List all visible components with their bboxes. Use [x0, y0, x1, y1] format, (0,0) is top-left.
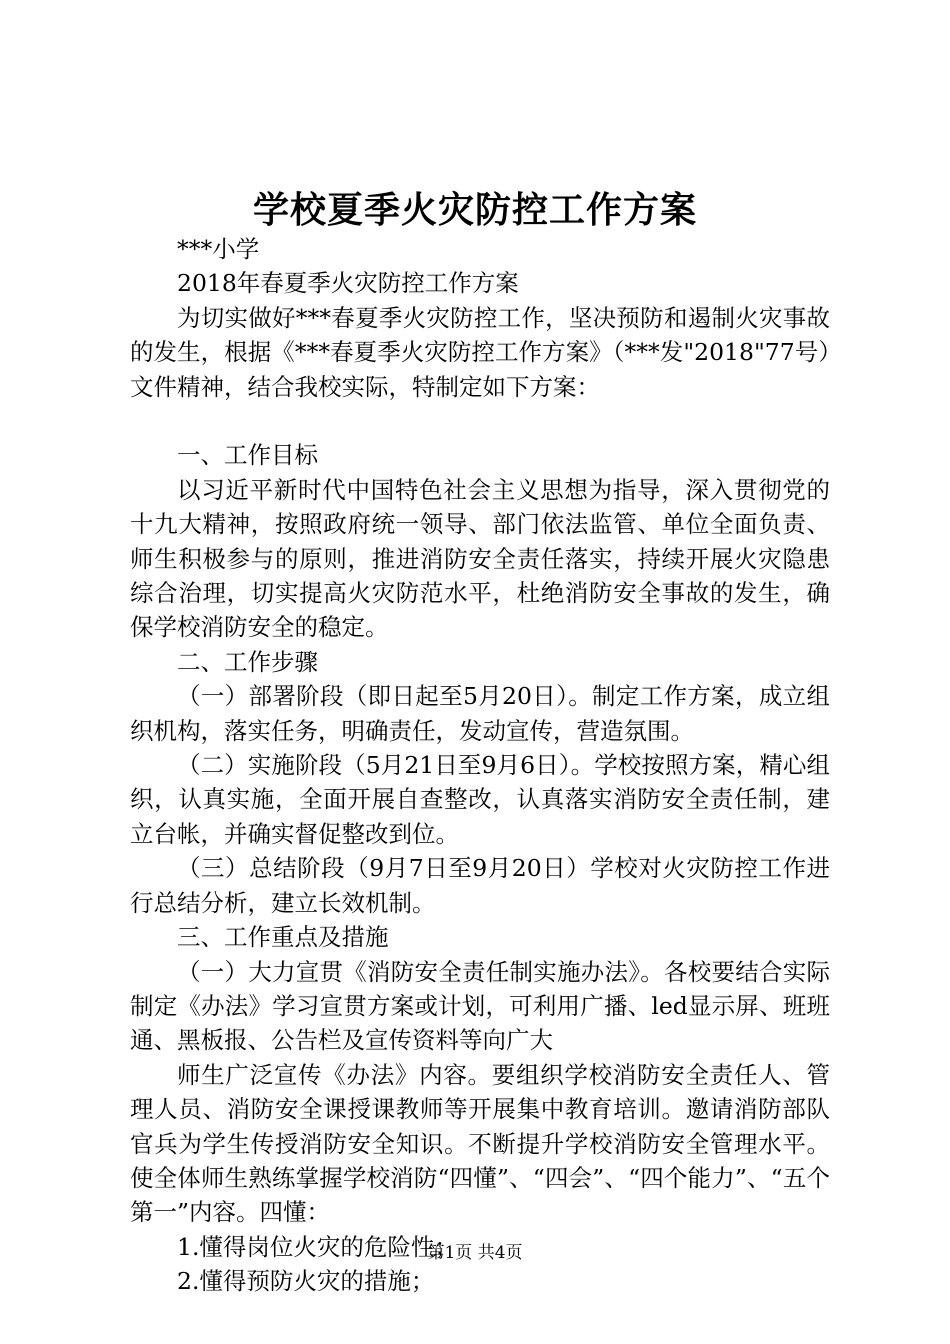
list-item-2: 2.懂得预防火灾的措施； [177, 1267, 435, 1296]
school-name: ***小学 [177, 235, 260, 263]
document-title: 学校夏季火灾防控工作方案 [252, 189, 697, 231]
section-heading-steps: 二、工作步骤 [177, 647, 318, 676]
goals-paragraph: 以习近平新时代中国特色社会主义思想为指导，深入贯彻党的十九大精神，按照政府统一领导、部门依法监管、单位全面负责、师生积极参与的原则，推进消防安全责任落实，持续开展火灾隐患综合治理，切实提高火灾防范水平，杜绝消防安全事故的发生，确保学校消防安全的稳定。 [130, 475, 830, 642]
list-item-1: 1.懂得岗位火灾的危险性； [177, 1232, 458, 1261]
page-footer: 第1页 共4页 [427, 1243, 523, 1263]
step-deploy-paragraph: （一）部署阶段（即日起至5月20日）。制定工作方案，成立组织机构，落实任务，明确责任，发动宣传，营造氛围。 [130, 682, 830, 745]
document-body [130, 232, 830, 1299]
section-heading-goals: 一、工作目标 [177, 441, 318, 470]
blank-line [130, 404, 830, 438]
step-implement-paragraph: （二）实施阶段（5月21日至9月6日）。学校按照方案，精心组织，认真实施，全面开展自查整改，认真落实消防安全责任制，建立台帐，并确实督促整改到位。 [130, 751, 830, 848]
measure-1-paragraph: （一）大力宣贯《消防安全责任制实施办法》。各校要结合实际制定《办法》学习宣贯方案或计划，可利用广播、led显示屏、班班通、黑板报、公告栏及宣传资料等向广大 [130, 957, 830, 1055]
intro-paragraph: 为切实做好***春夏季火灾防控工作，坚决预防和遏制火灾事故的发生，根据《***春夏季火灾防控工作方案》（***发"2018"77号）文件精神，结合我校实际，特制定如下方案： [130, 303, 830, 401]
measure-1-continued-paragraph: 师生广泛宣传《办法》内容。要组织学校消防安全责任人、管理人员、消防安全课授课教师等开展集中教育培训。邀请消防部队官兵为学生传授消防安全知识。不断提升学校消防安全管理水平。使全体师生熟练掌握学校消防“四懂”、“四会”、“四个能力”、“五个第一”内容。四懂： [130, 1060, 830, 1227]
step-summary-paragraph: （三）总结阶段（9月7日至9月20日）学校对火灾防控工作进行总结分析，建立长效机制。 [130, 854, 830, 917]
plan-subtitle: 2018年春夏季火灾防控工作方案 [177, 269, 519, 298]
section-heading-measures: 三、工作重点及措施 [177, 923, 389, 952]
